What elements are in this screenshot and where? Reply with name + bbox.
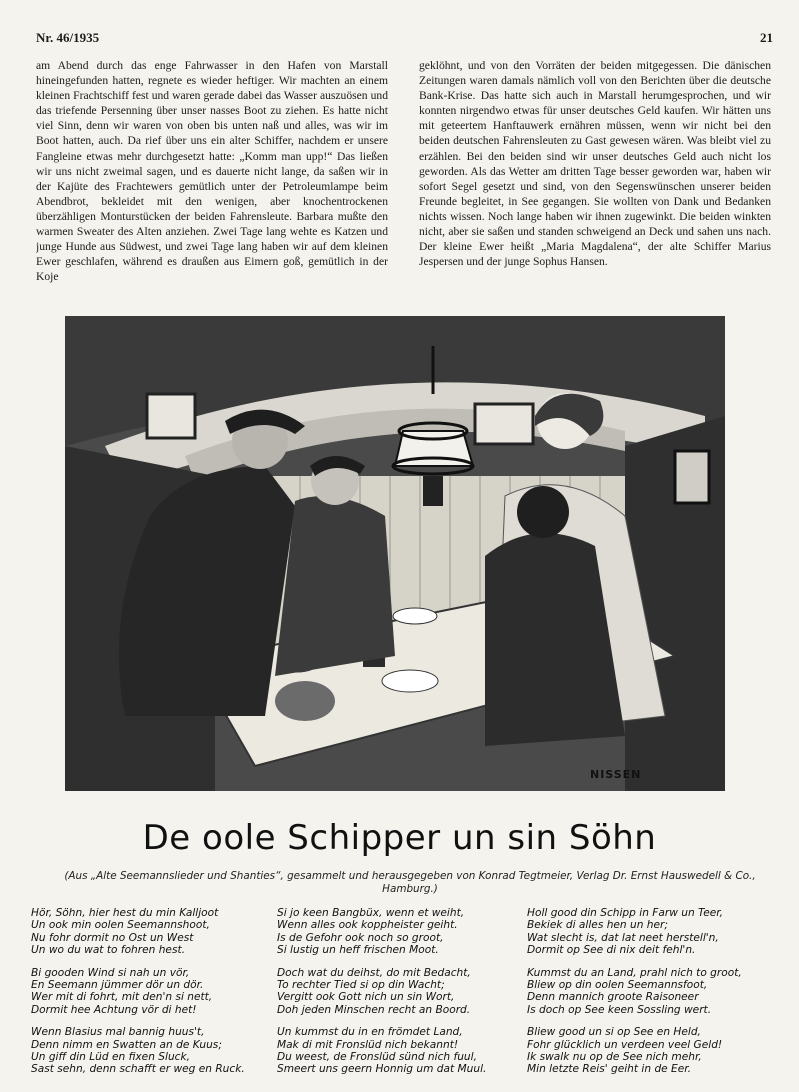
poem-title: De oole Schipper un sin Söhn [142, 818, 657, 858]
page-header [36, 30, 773, 50]
cabin-illustration-drawing [65, 316, 725, 791]
poem-line: En Seemann jümmer dör un dör. [31, 979, 204, 992]
poem-line: Hör, Söhn, hier hest du min Kalljoot [31, 907, 219, 919]
article-prose [36, 50, 771, 290]
poem-line: Un giff din Lüd en fixen Sluck, [31, 1051, 190, 1064]
poem-line: Wenn alles ook koppheister geiht. [277, 919, 458, 932]
poem-line: Si jo keen Bangbüx, wenn et weiht, [277, 907, 465, 919]
poem-line: Un kummst du in en frömdet Land, [277, 1026, 463, 1039]
poem-line: Denn mannich groote Raisoneer [527, 991, 699, 1004]
poem-line: Denn nimm en Swatten an de Kuus; [31, 1038, 222, 1051]
poem-stanza [527, 967, 792, 1017]
poem-stanza [31, 1026, 276, 1076]
poem-line: Bekiek di alles hen un her; [527, 919, 668, 932]
poem-stanza [277, 1026, 527, 1076]
poem-line: Is doch op See keen Sossling wert. [527, 1003, 712, 1016]
poem-line: Bliew op din oolen Seemannsfoot, [527, 979, 708, 992]
poem-line: Fohr glücklich un verdeen veel Geld! [527, 1038, 723, 1051]
prose-column-right: geklöhnt, und von den Vorräten der beiden mitgegessen. Die dänischen Zeitungen waren damals nämlich voll von den Berichten über die deutsche Bank-Krise. Das hatte sich auch in Marstall herumgesprochen, und wir konnten nirgendwo etwas für unser deutsches Geld kaufen. Wir hätten uns mit geteertem Hanftauwerk ernähren müssen, wenn wir nicht bei den beiden deutschen Fahrensleuten zu Gast gewesen wären. Was bleibt viel zu erzählen. Bei den beiden sind wir unser deutsches Geld auch nicht los geworden. Als das Wetter am dritten Tage besser geworden war, haben wir sofort Segel gesetzt und sind, von den Segenswünschen unserer beiden Freunde begleitet, in See gegangen. Sie wollten von Dank und Bedanken nichts wissen. Noch lange haben wir ihnen zugewinkt. Die beiden winkten nicht, aber sie saßen und standen schweigend an Deck und sahen uns nach. Der kleine Ewer heißt „Maria Magdalena“, der alte Schiffer Marius Jespersen und der junge Sophus Hansen. [419, 59, 771, 269]
poem-line: Min letzte Reis' geiht in de Eer. [527, 1063, 692, 1076]
poem-line: Ik swalk nu op de See nich mehr, [527, 1051, 702, 1064]
poem-line: Wenn Blasius mal bannig huus't, [31, 1026, 205, 1039]
poem-line: Holl good din Schipp in Farw un Teer, [527, 907, 723, 919]
prose-column-left: am Abend durch das enge Fahrwasser in den Hafen von Marstall hineingefunden hatten, regnete es wieder heftiger. Wir machten an einem kleinen Frachtschiff fest und waren gerade dabei das Wasser auszuösen und das triefende Persenning über unser nasses Boot zu ziehen. Es hatte nicht viel Sinn, denn wir waren von oben bis unten naß und alles, was wir im Boot hatten, auch. Da rief über uns ein alter Schiffer, nachdem er unsere Fangleine etwas mehr durchgesetzt hatte: „Komm man upp!“ Das ließen wir uns nicht zweimal sagen, und es dauerte nicht lange, da saßen wir in der Kajüte des Frachtewers gemütlich unter der Petroleumlampe beim Abendbrot, bekleidet mit den wenigen, aber knochentrockenen überzähligen Monturstücken der beiden Fahrensleute. Barbara mußte den warmen Sweater des Alten anziehen. Zwei Tage lang wehte es Katzen und junge Hunde aus Südwest, und zwei Tage lang haben wir auf dem kleinen Ewer geschlafen, während es draußen aus Eimern goß, gemütlich in der Koje [36, 59, 388, 284]
poem-stanza [277, 967, 527, 1017]
poem-line: Du weest, de Fronslüd sünd nich fuul, [277, 1051, 477, 1064]
poem-line: Bliew good un si op See en Held, [527, 1026, 701, 1039]
poem-line: Dormit hee Achtung vör di het! [31, 1003, 197, 1016]
poem-line: Nu fohr dormit no Ost un West [31, 931, 194, 944]
poem-line: Si lustig un heff frischen Moot. [277, 944, 439, 957]
issue-number: Nr. 46/1935 [36, 30, 100, 45]
poem [0, 907, 799, 1087]
poem-stanza [527, 907, 792, 957]
poem-line: To rechter Tied si op din Wacht; [277, 979, 445, 992]
poem-stanza [31, 967, 276, 1017]
poem-line: Un ook min oolen Seemannshoot, [31, 919, 210, 932]
poem-line: Doch wat du deihst, do mit Bedacht, [277, 966, 471, 979]
poem-line: Smeert uns geern Honnig um dat Muul. [277, 1063, 487, 1076]
poem-line: Un wo du wat to fohren hest. [31, 944, 185, 957]
poem-column [527, 907, 792, 1086]
poem-stanza [277, 907, 527, 957]
poem-column [277, 907, 527, 1086]
poem-stanza [527, 1026, 792, 1076]
poem-line: Sast sehn, denn schafft er weg en Ruck. [31, 1063, 245, 1076]
illustration-signature: NISSEN [590, 768, 642, 781]
poem-source-note: (Aus „Alte Seemannslieder und Shanties“, gesammelt und herausgegeben von Konrad Tegtmeier, Verlag Dr. Ernst Hauswedell & Co., Hamburg.) [64, 870, 756, 895]
poem-line: Kummst du an Land, prahl nich to groot, [527, 966, 742, 979]
poem-line: Is de Gefohr ook noch so groot, [277, 931, 444, 944]
poem-line: Doh jeden Minschen recht an Boord. [277, 1003, 471, 1016]
cabin-illustration [65, 316, 725, 791]
poem-column [31, 907, 276, 1086]
poem-line: Dormit op See di nix deit fehl'n. [527, 944, 696, 957]
poem-line: Mak di mit Fronslüd nich bekannt! [277, 1038, 459, 1051]
poem-line: Wer mit di fohrt, mit den'n si nett, [31, 991, 213, 1004]
poem-line: Bi gooden Wind si nah un vör, [31, 966, 190, 979]
poem-line: Vergitt ook Gott nich un sin Wort, [277, 991, 455, 1004]
poem-stanza [31, 907, 276, 957]
page-number: 21 [760, 30, 773, 45]
poem-line: Wat slecht is, dat lat neet herstell'n, [527, 931, 719, 944]
